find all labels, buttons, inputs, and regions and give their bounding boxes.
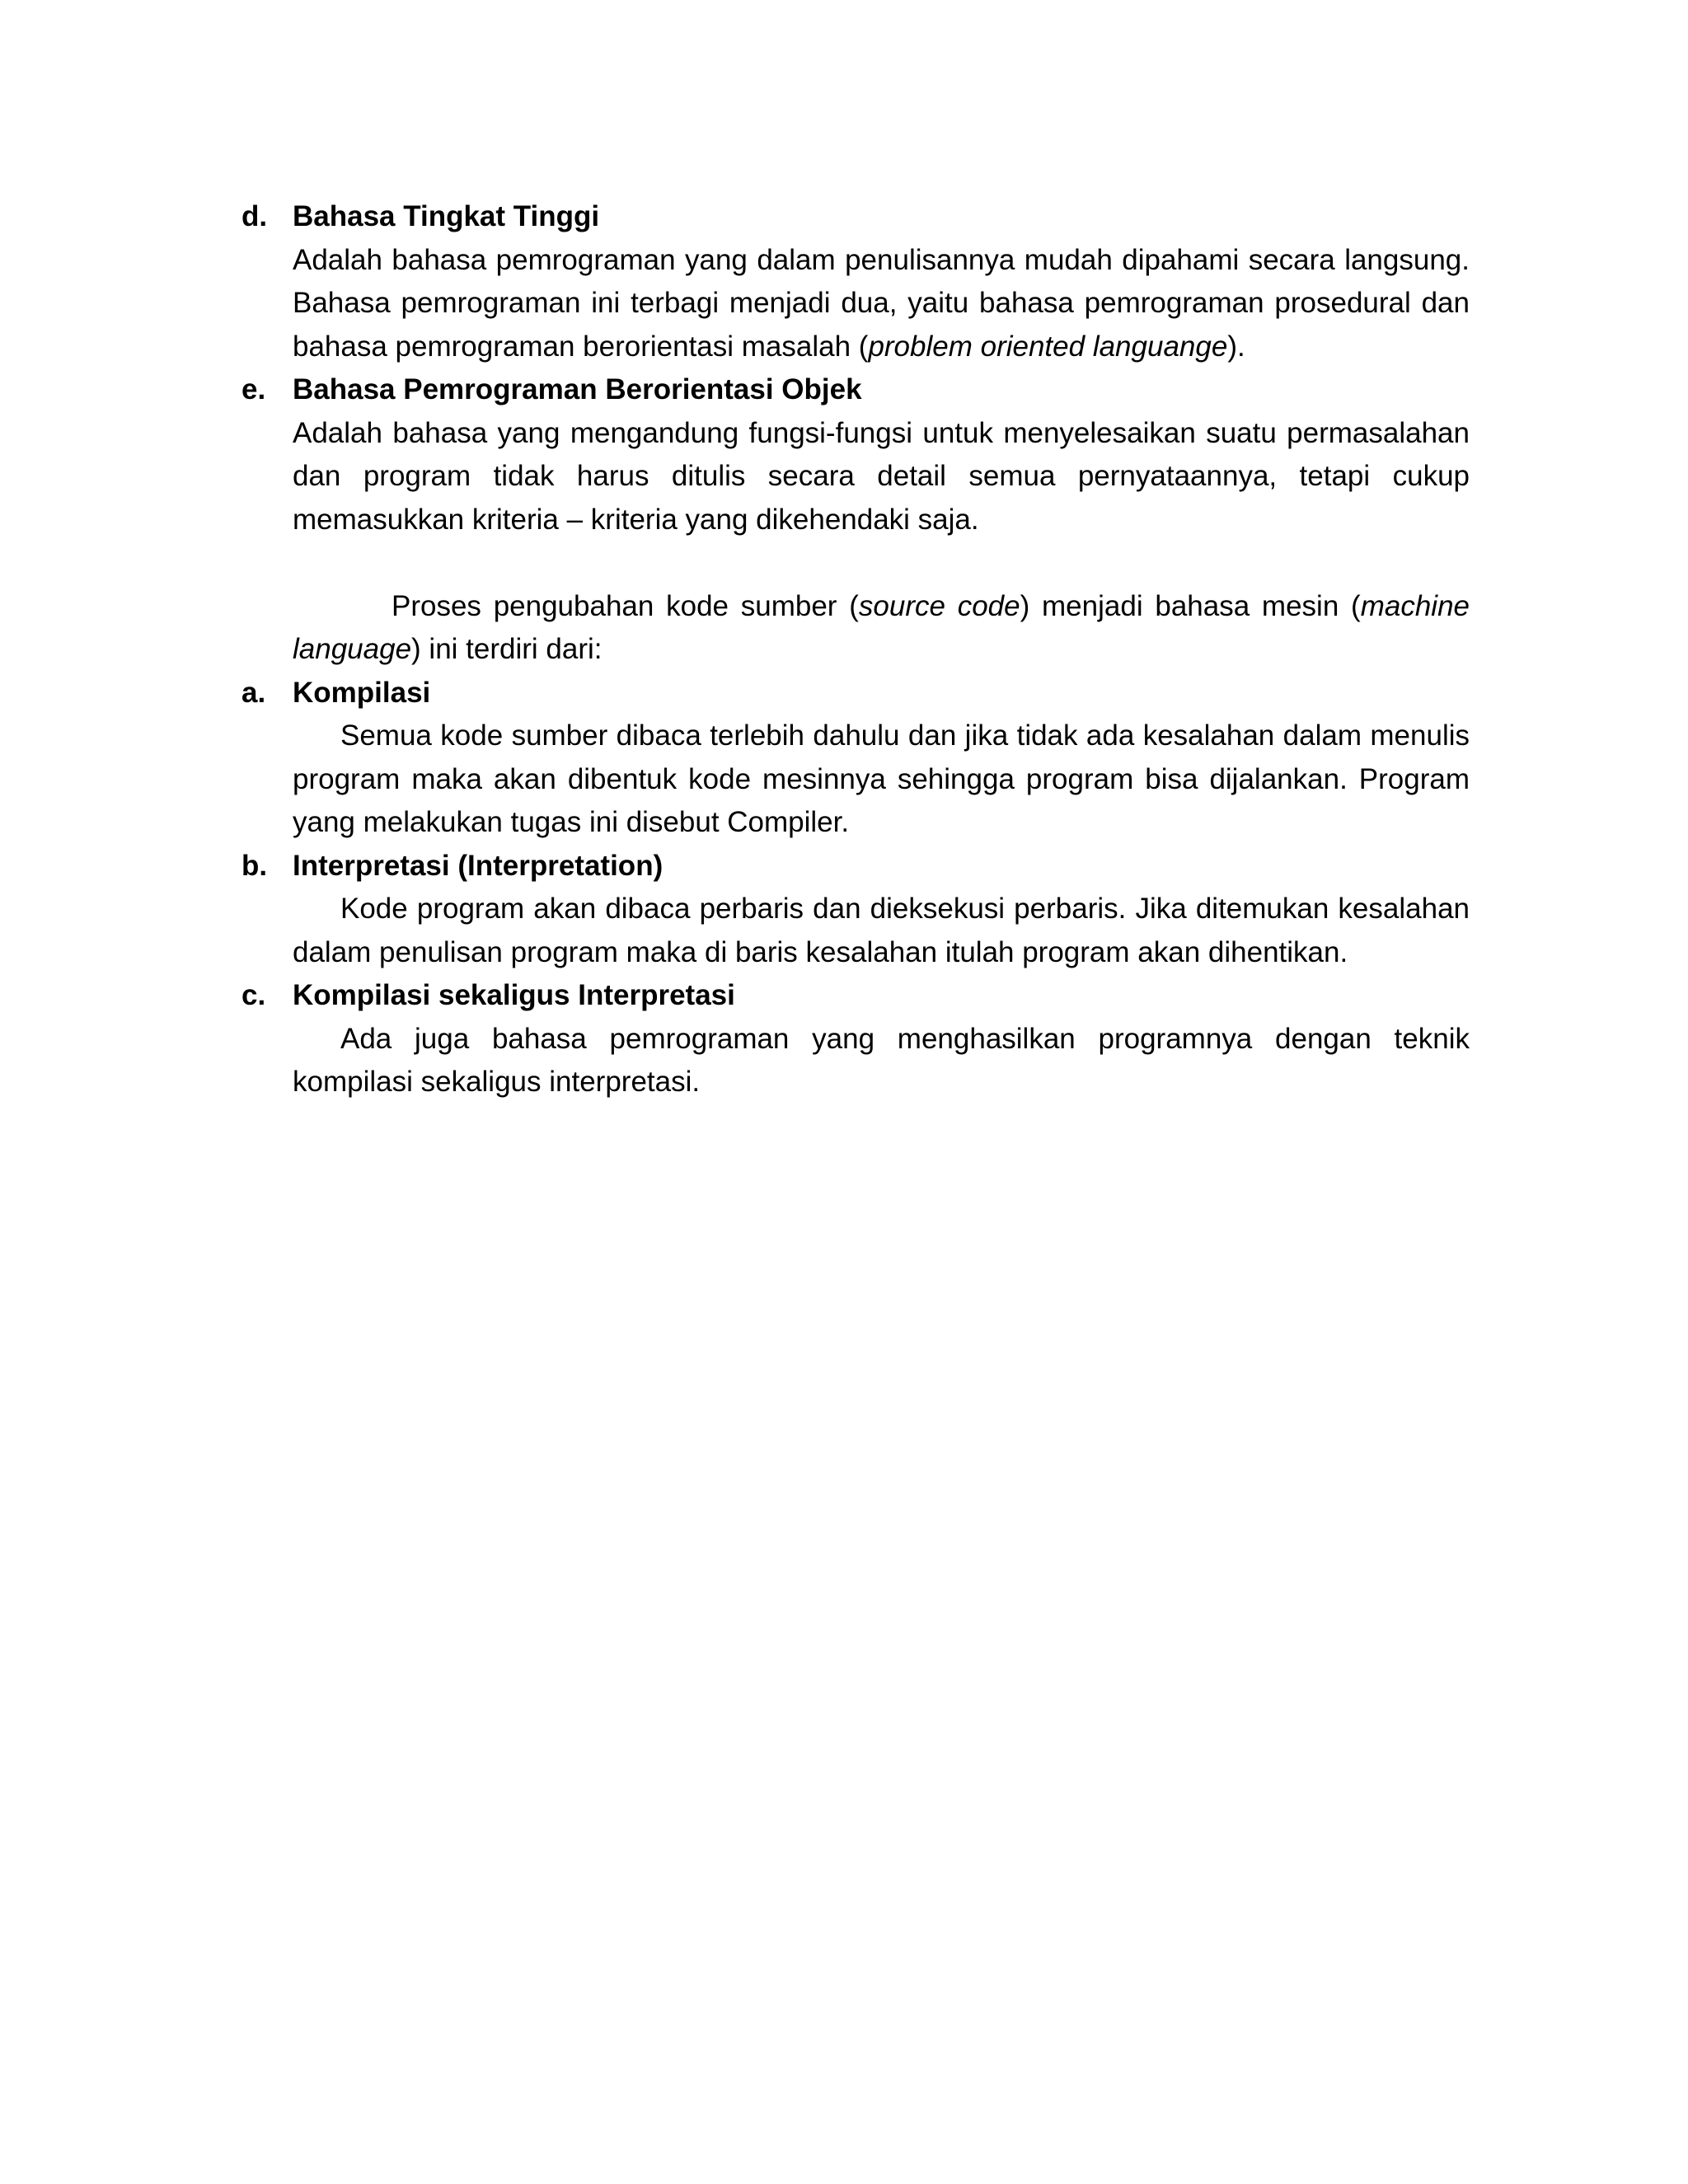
list-item-d: [241, 195, 1470, 368]
paragraph-text: Proses pengubahan kode sumber (: [392, 589, 859, 622]
list-marker: c.: [241, 979, 266, 1011]
section-paragraph: Adalah bahasa yang mengandung fungsi-fungsi untuk menyelesaikan suatu permasalahan dan program tidak harus ditulis secara detail semua pernyataannya, tetapi cukup memasukkan kriteria – kriteria yang dikehendaki saja.: [293, 416, 1470, 536]
document-body: [241, 195, 1470, 1104]
section-heading: Kompilasi sekaligus Interpretasi: [293, 979, 735, 1011]
intro-text: [293, 585, 1470, 672]
paragraph-italic-text: source code: [858, 589, 1020, 622]
list-marker: b.: [241, 849, 268, 882]
section-paragraph: Ada juga bahasa pemrograman yang menghasilkan programnya dengan teknik kompilasi sekaligus interpretasi.: [293, 1022, 1470, 1098]
paragraph-italic-text: machine language: [293, 589, 1470, 665]
list-item-a: [241, 672, 1470, 845]
section-heading: Kompilasi: [293, 676, 431, 709]
paragraph-text: ) ini terdiri dari:: [411, 633, 603, 665]
list-item-c: [241, 974, 1470, 1104]
paragraph-italic-text: problem oriented languange: [868, 330, 1228, 363]
section-paragraph: Kode program akan dibaca perbaris dan dieksekusi perbaris. Jika ditemukan kesalahan dalam penulisan program maka di baris kesalahan itulah program akan dihentikan.: [293, 893, 1470, 968]
paragraph-text: ).: [1227, 330, 1245, 363]
section-paragraph: Semua kode sumber dibaca terlebih dahulu dan jika tidak ada kesalahan dalam menulis program maka akan dibentuk kode mesinnya sehingga program bisa dijalankan. Program yang melakukan tugas ini disebut Compiler.: [293, 719, 1470, 838]
list-marker: d.: [241, 200, 268, 232]
list-marker: e.: [241, 373, 266, 405]
list-item-b: [241, 845, 1470, 975]
section-heading: Bahasa Pemrograman Berorientasi Objek: [293, 373, 862, 405]
intro-paragraph: [241, 585, 1470, 672]
section-heading: Bahasa Tingkat Tinggi: [293, 200, 600, 232]
section-paragraph: [293, 239, 1470, 369]
paragraph-text: Adalah bahasa pemrograman yang dalam penulisannya mudah dipahami secara langsung. Bahasa pemrograman ini terbagi menjadi dua, yaitu bahasa pemrograman prosedural dan bahasa pemrograman berorientasi masalah (: [293, 243, 1470, 363]
list-item-e: [241, 368, 1470, 541]
section-heading: Interpretasi (Interpretation): [293, 849, 663, 882]
list-marker: a.: [241, 676, 266, 709]
paragraph-text: ) menjadi bahasa mesin (: [1020, 589, 1361, 622]
